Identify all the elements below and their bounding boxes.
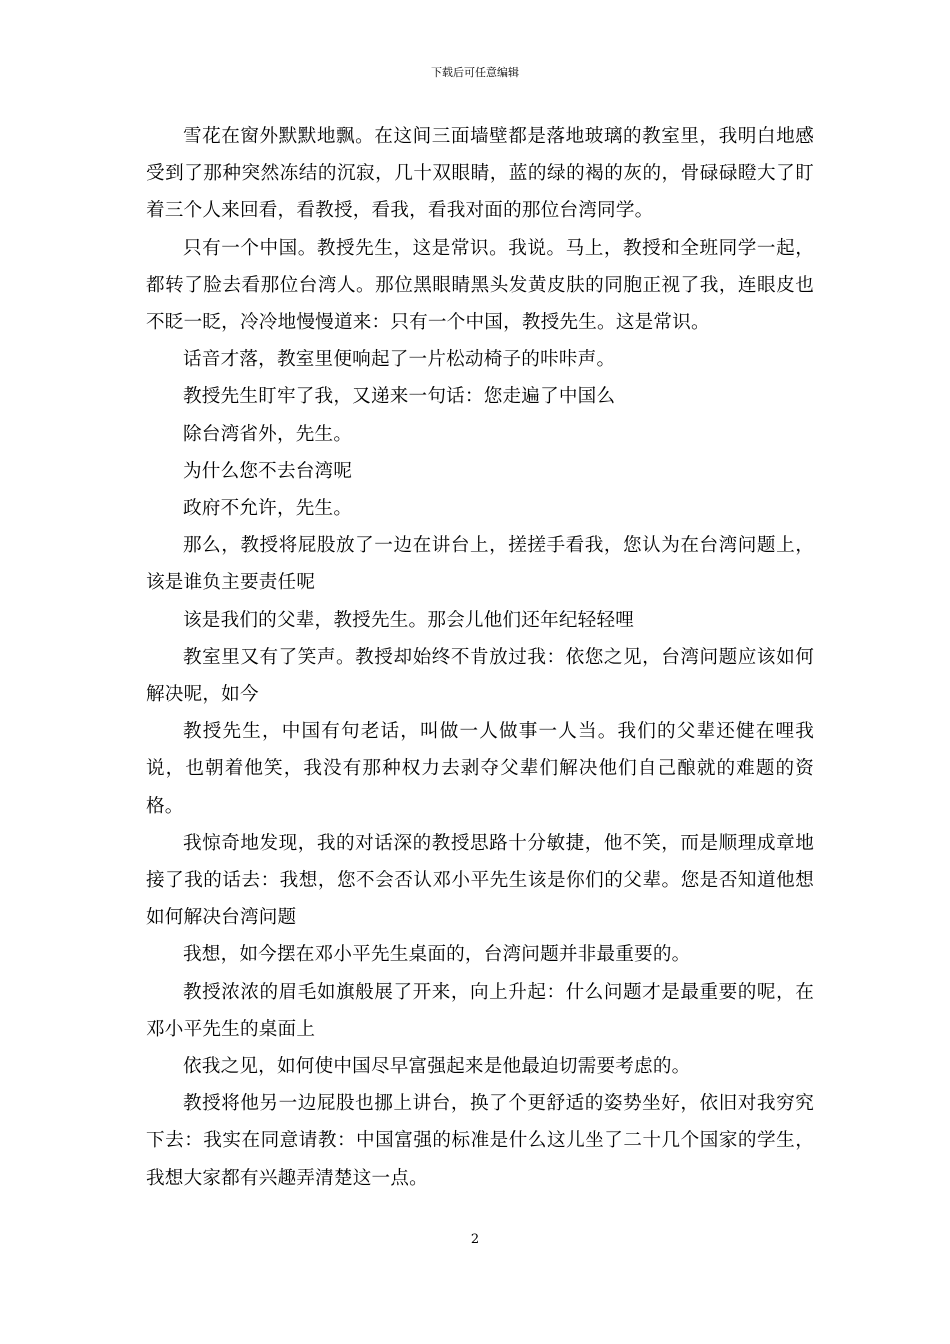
paragraph: 除台湾省外，先生。 [183,423,353,445]
paragraph: 只有一个中国。教授先生，这是常识。我说。马上，教授和全班同学一起，都转了脸去看那位台湾人。那位黑眼睛黑头发黄皮肤的同胞正视了我，连眼皮也不眨一眨，冷冷地慢慢道来：只有一个中国，教授先生。这是常识。 [146,237,814,334]
paragraph: 该是我们的父辈，教授先生。那会儿他们还年纪轻轻哩 [183,609,635,631]
page-header: 下载后可任意编辑 [431,66,519,79]
paragraph: 话音才落，教室里便响起了一片松动椅子的咔咔声。 [183,349,616,371]
paragraph: 雪花在窗外默默地飘。在这间三面墙壁都是落地玻璃的教室里，我明白地感受到了那种突然冻结的沉寂，几十双眼睛，蓝的绿的褐的灰的，骨碌碌瞪大了盯着三个人来回看，看教授，看我，看我对面的那位台湾同学。 [146,126,814,222]
paragraph: 教室里又有了笑声。教授却始终不肯放过我：依您之见，台湾问题应该如何解决呢，如今 [146,646,814,706]
paragraph: 依我之见，如何使中国尽早富强起来是他最迫切需要考虑的。 [183,1056,691,1078]
paragraph: 教授浓浓的眉毛如旗般展了开来，向上升起：什么问题才是最重要的呢，在邓小平先生的桌面上 [146,981,814,1040]
paragraph: 教授将他另一边屁股也挪上讲台，换了个更舒适的姿势坐好，依旧对我穷究下去：我实在同意请教：中国富强的标准是什么这儿坐了二十几个国家的学生，我想大家都有兴趣弄清楚这一点。 [146,1093,814,1189]
paragraph: 政府不允许，先生。 [183,498,353,520]
paragraph: 教授先生，中国有句老话，叫做一人做事一人当。我们的父辈还健在哩我说，也朝着他笑，我没有那种权力去剥夺父辈们解决他们自己酿就的难题的资格。 [146,721,814,817]
page-number: 2 [470,1232,480,1247]
paragraph: 为什么您不去台湾呢 [183,460,353,482]
document-body [146,118,814,1197]
paragraph: 我想，如今摆在邓小平先生桌面的，台湾问题并非最重要的。 [183,944,691,966]
paragraph: 教授先生盯牢了我，又递来一句话：您走遍了中国么 [183,386,616,408]
paragraph: 我惊奇地发现，我的对话深的教授思路十分敏捷，他不笑，而是顺理成章地接了我的话去：我想，您不会否认邓小平先生该是你们的父辈。您是否知道他想如何解决台湾问题 [146,832,814,929]
paragraph: 那么，教授将屁股放了一边在讲台上，搓搓手看我，您认为在台湾问题上，该是谁负主要责任呢 [146,535,814,594]
